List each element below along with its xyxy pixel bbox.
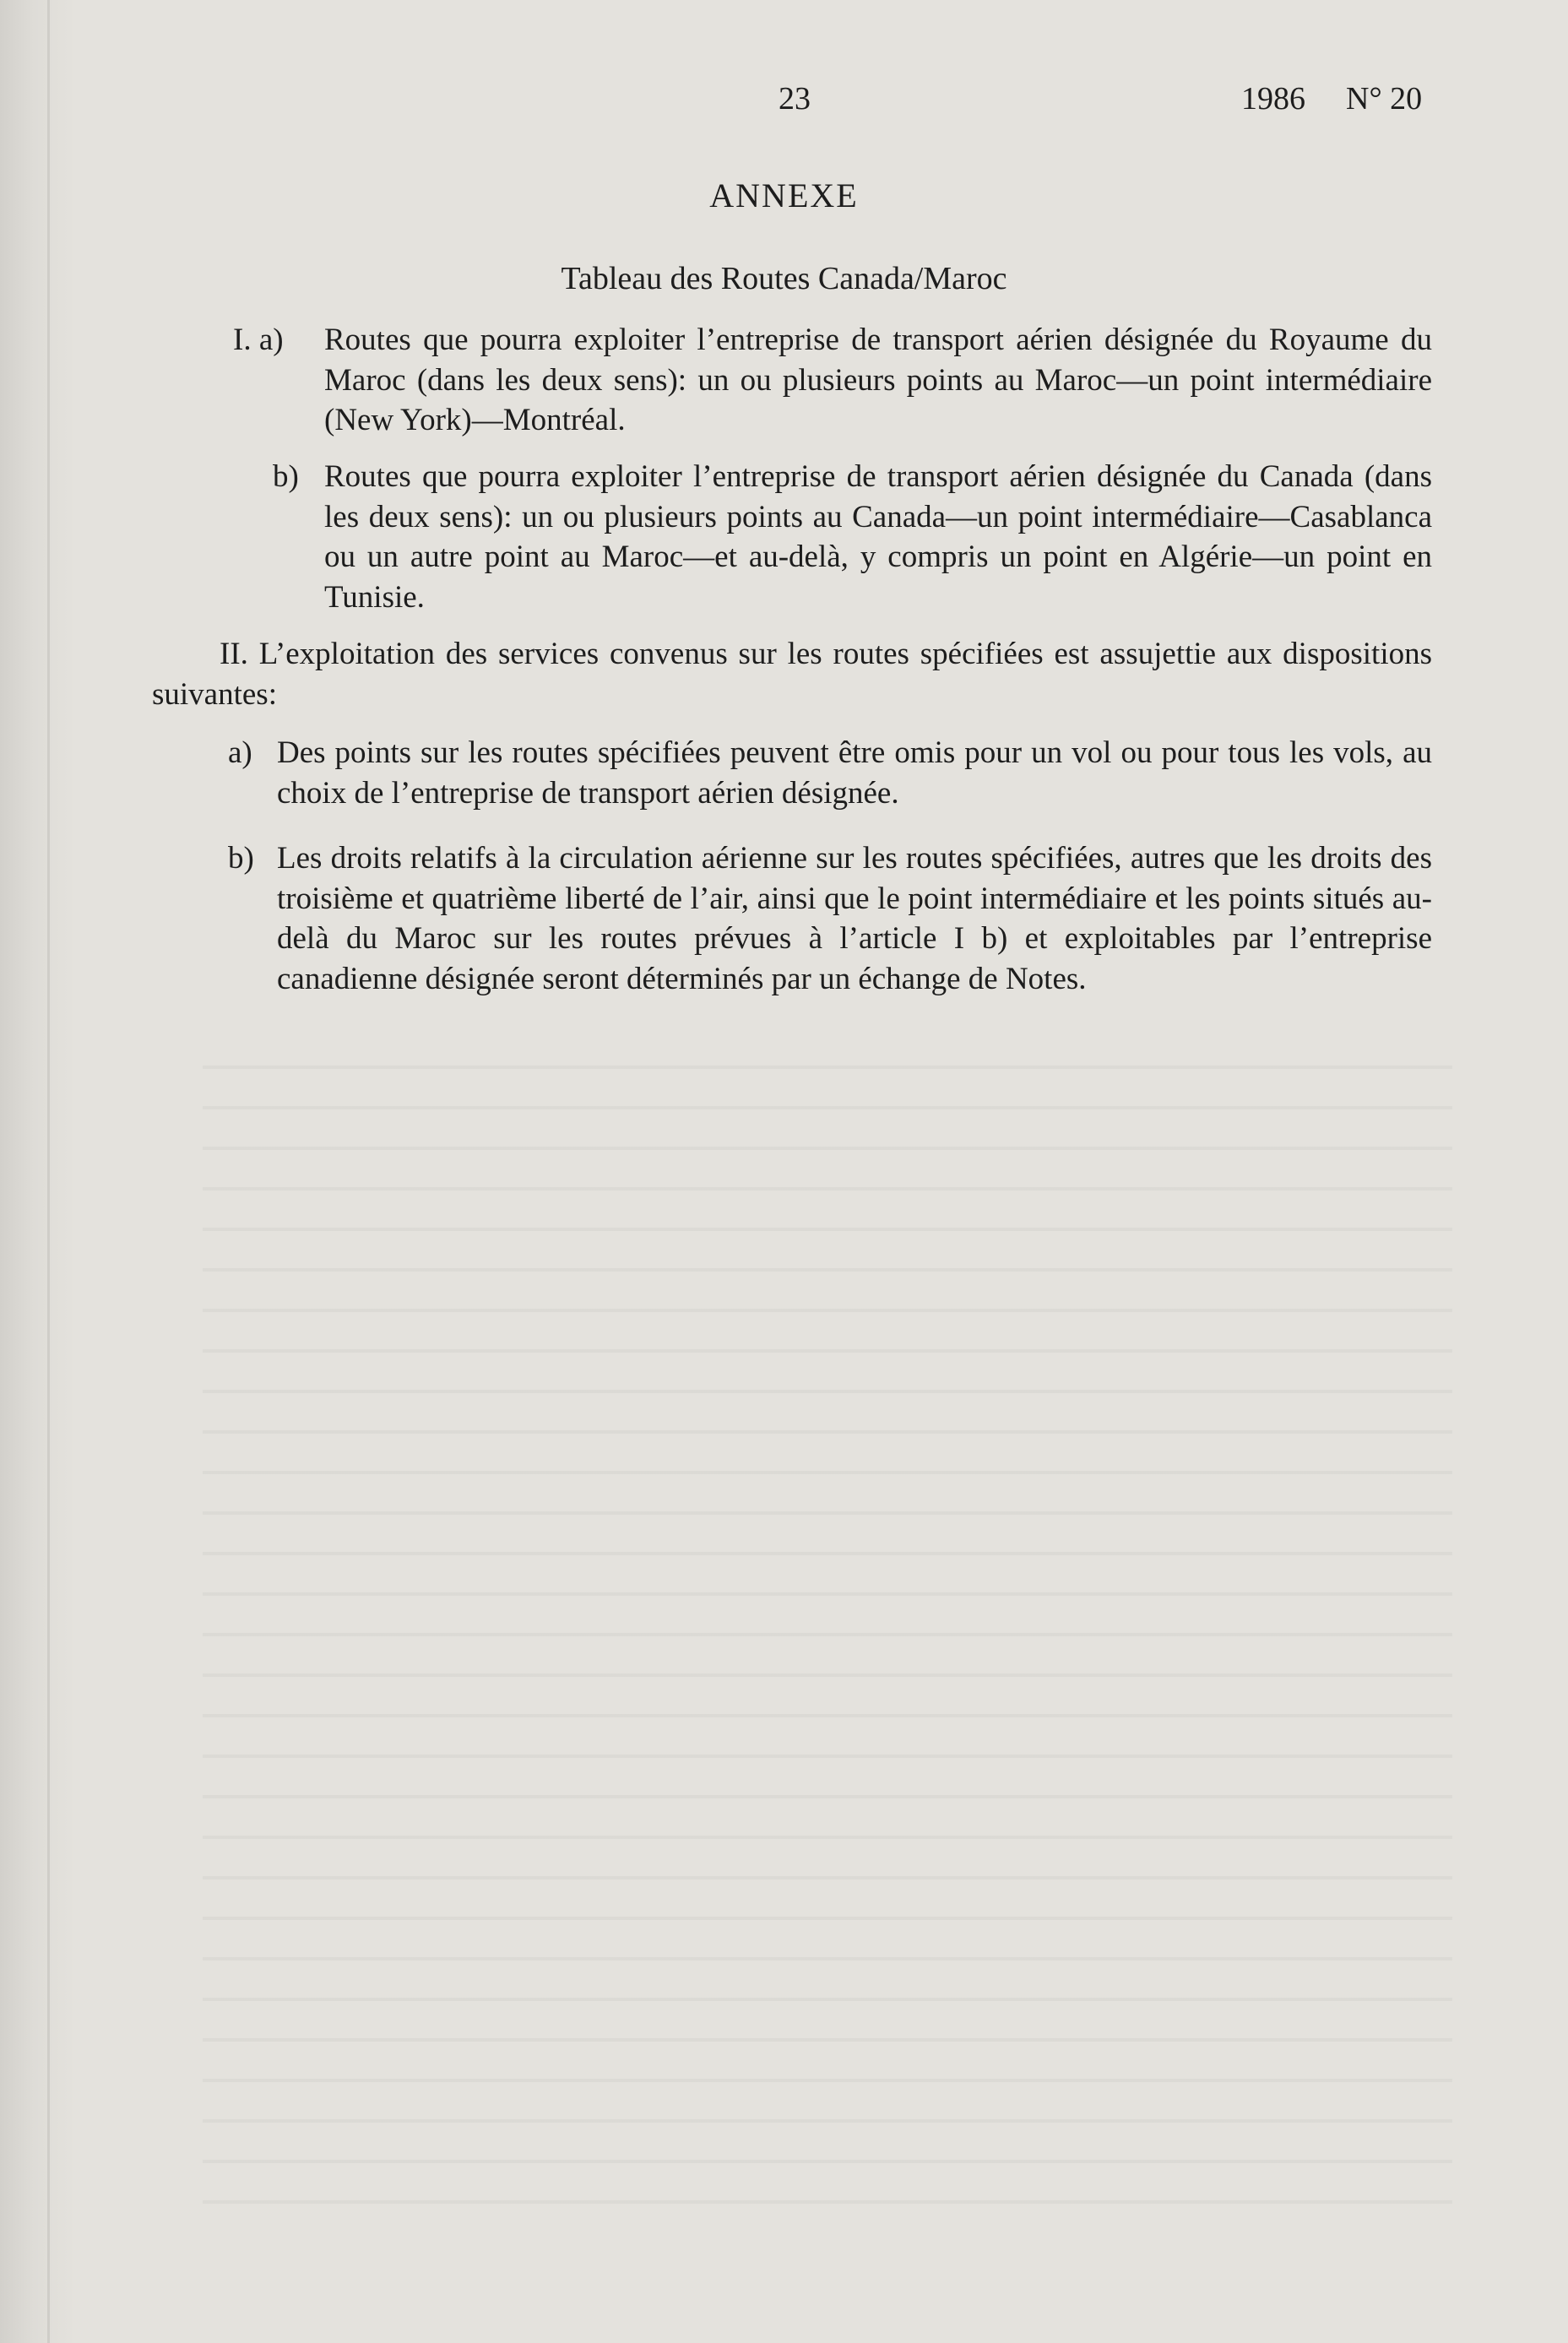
section-1b-text: Routes que pourra exploiter l’entreprise de transport aérien désignée du Canada (dans les deux sens): un ou plusieurs points au Canada—un point intermédiaire—Casablanca ou un autre point au Maroc—et au-delà, y compris un point en Algérie—un point en Tunisie. [324,459,1432,616]
section-2a-label: a) [228,735,252,770]
show-through-texture [203,1047,1452,2229]
header-year: 1986 [1241,81,1305,117]
page-title: ANNEXE [709,176,859,214]
section-1b-label: b) [273,459,299,494]
binding-edge [47,0,50,2343]
section-2-intro: II. L’exploitation des services convenus sur les routes spécifiées est assujettie aux dispositions suivantes: [152,637,1432,712]
header-number: N° 20 [1346,81,1423,117]
page-number: 23 [779,81,811,117]
section-1a-label: I. a) [233,323,284,357]
section-2a-text: Des points sur les routes spécifiées peuvent être omis pour un vol ou pour tous les vols, au choix de l’entreprise de transport aérien désignée. [277,735,1432,811]
page-subtitle: Tableau des Routes Canada/Maroc [561,261,1007,296]
section-2b-text: Les droits relatifs à la circulation aérienne sur les routes spécifiées, autres que les droits des troisième et quatrième liberté de l’air, ainsi que le point intermédiaire et les points situés au-delà du Maroc sur les routes prévues à l’article I b) et exploitables par l’entreprise canadienne désignée seront déterminés par un échange de Notes. [277,841,1432,997]
section-1a-text: Routes que pourra exploiter l’entreprise de transport aérien désignée du Royaume du Maroc (dans les deux sens): un ou plusieurs points au Maroc—un point intermédiaire (New York)—Montréal. [324,323,1432,438]
section-2b-label: b) [228,841,254,876]
